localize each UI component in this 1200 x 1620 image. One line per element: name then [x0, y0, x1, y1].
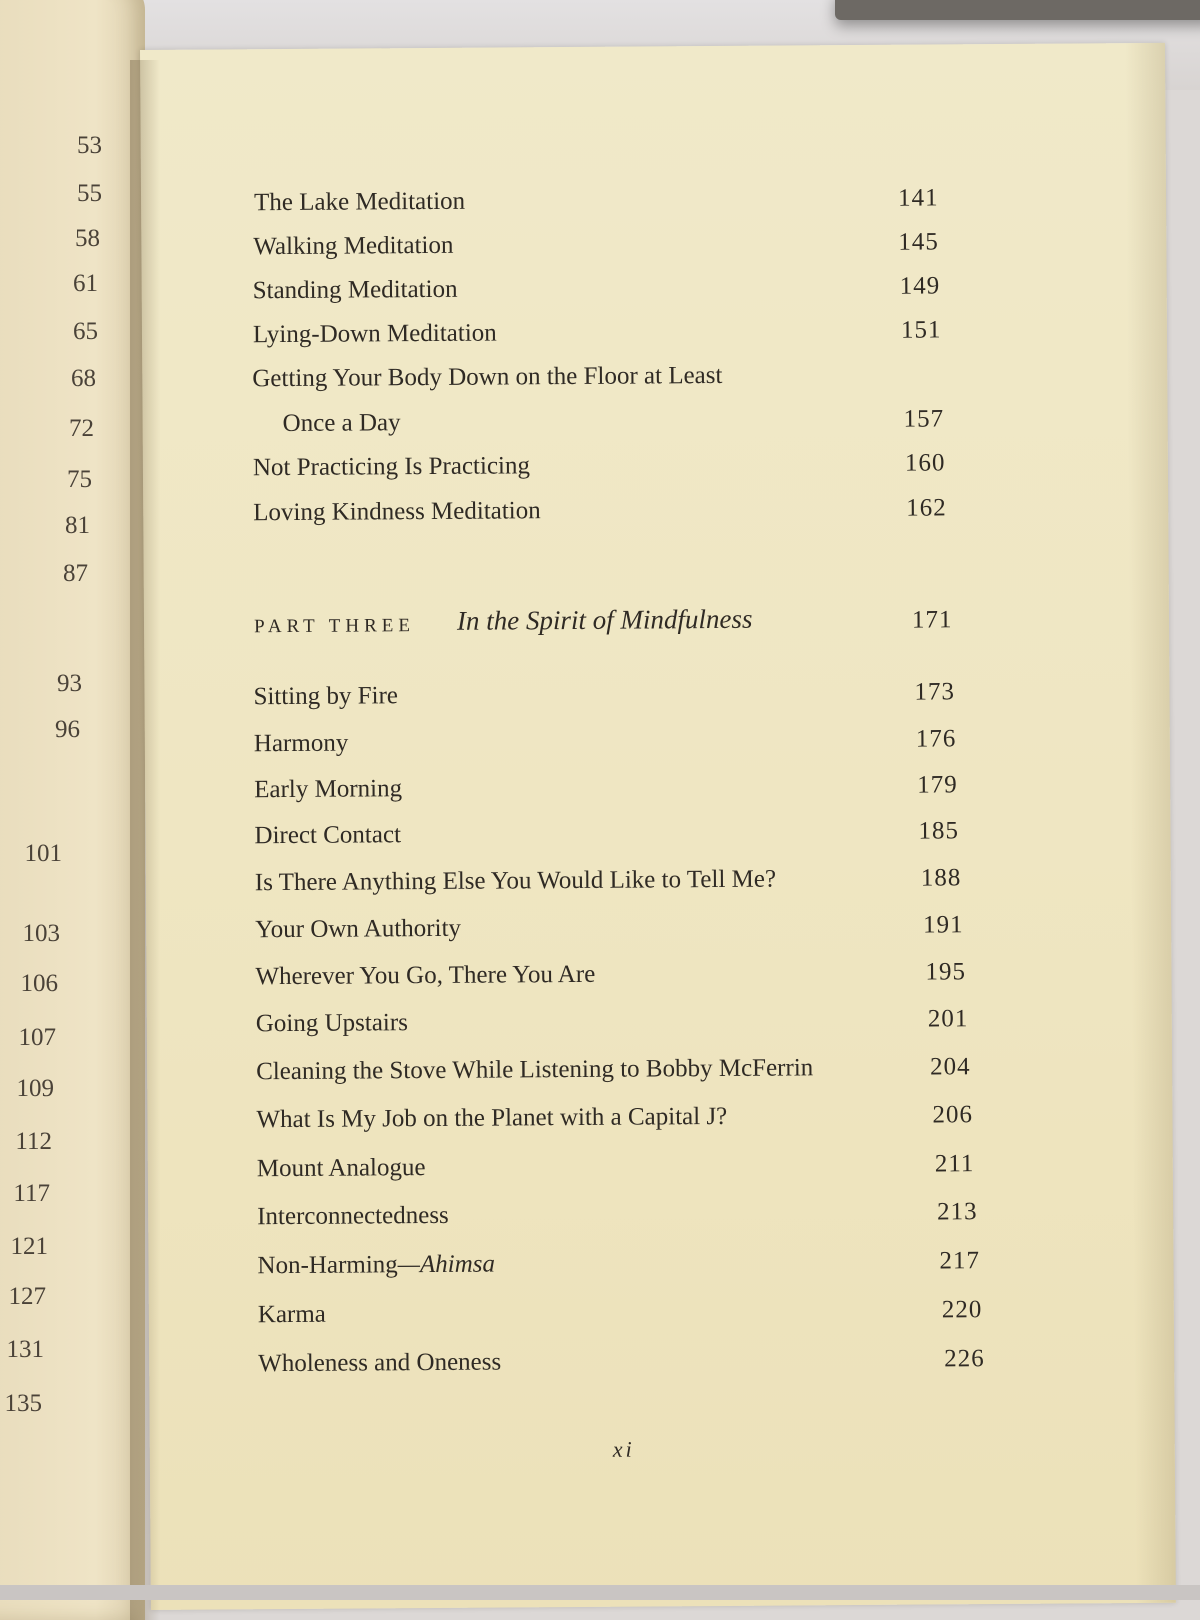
toc-entry-title: Loving Kindness Meditation	[253, 497, 541, 527]
toc-entry-page: 151	[900, 316, 942, 344]
toc-entry-page: 206	[932, 1101, 974, 1129]
left-page-number: 61	[73, 270, 98, 297]
toc-entry-title: Standing Meditation	[252, 275, 458, 305]
toc-entry-title	[257, 1251, 495, 1281]
toc-entry-title-italic: —Ahimsa	[397, 1250, 496, 1279]
left-page-number: 75	[67, 466, 92, 493]
toc-entry-title: Walking Meditation	[253, 231, 454, 261]
part-label: PART THREE	[253, 615, 416, 638]
toc-entry-title: Wholeness and Oneness	[258, 1348, 502, 1378]
left-page-number: 72	[69, 415, 94, 442]
toc-entry-page: 185	[918, 817, 960, 845]
page-folio: xi	[612, 1436, 635, 1462]
toc-entry-page: 217	[939, 1247, 981, 1275]
left-page-number: 58	[75, 225, 100, 252]
toc-entry-title: Interconnectedness	[257, 1201, 449, 1231]
left-page-number: 135	[4, 1390, 42, 1417]
left-page-number: 68	[71, 365, 96, 392]
left-page-number: 65	[73, 318, 98, 345]
left-page-number: 93	[57, 670, 82, 697]
toc-entry-page: 201	[927, 1005, 969, 1033]
toc-entry-page: 213	[937, 1198, 978, 1226]
toc-entry-page: 145	[898, 228, 939, 256]
background-object	[835, 0, 1200, 20]
toc-entry-page: 179	[917, 771, 958, 799]
left-page-number: 112	[15, 1128, 52, 1155]
toc-entry-title: Is There Anything Else You Would Like to Tell Me?	[254, 865, 777, 897]
toc-entry-page: 149	[899, 272, 941, 300]
toc-entry-page: 191	[923, 911, 964, 939]
toc-entry-page: 160	[904, 449, 946, 477]
left-page-number: 53	[77, 132, 102, 159]
toc-entry-page: 204	[930, 1053, 971, 1081]
part-title: In the Spirit of Mindfulness	[456, 603, 753, 636]
left-page-number: 103	[22, 920, 60, 947]
right-page	[140, 43, 1176, 1610]
gutter-shadow	[130, 60, 160, 1620]
toc-entry-page: 176	[915, 725, 957, 753]
left-page-number: 127	[8, 1283, 46, 1310]
toc-entry-title: Not Practicing Is Practicing	[252, 452, 531, 482]
toc-entry-title: Cleaning the Stove While Listening to Bobby McFerrin	[256, 1054, 814, 1086]
toc-entry-title: Mount Analogue	[256, 1154, 426, 1183]
toc-entry-page: 195	[925, 958, 967, 986]
toc-entry-title: What Is My Job on the Planet with a Capital J?	[256, 1102, 728, 1134]
toc-entry-title-main: Non-Harming	[257, 1251, 398, 1280]
toc-entry-title: Lying-Down Meditation	[252, 319, 497, 349]
toc-entry-page: 157	[903, 405, 945, 433]
left-page-number: 87	[63, 560, 88, 587]
toc-entry-title: Direct Contact	[254, 821, 402, 850]
left-page-number: 106	[20, 970, 58, 997]
left-page	[0, 0, 145, 1620]
toc-entry-page: 162	[906, 494, 947, 522]
toc-entry-title: Getting Your Body Down on the Floor at Least	[252, 361, 723, 393]
left-page-number: 121	[10, 1233, 48, 1260]
toc-entry-page: 173	[914, 678, 956, 706]
toc-entry-page: 226	[944, 1345, 985, 1373]
toc-entry-title: Going Upstairs	[255, 1009, 408, 1038]
toc-entry-title: The Lake Meditation	[253, 187, 466, 217]
toc-entry-title: Karma	[257, 1300, 326, 1329]
toc-entry-title: Early Morning	[254, 775, 403, 804]
left-page-number: 109	[16, 1075, 54, 1102]
left-page-number: 131	[6, 1336, 44, 1363]
left-page-number: 81	[65, 512, 90, 539]
left-page-number: 117	[13, 1180, 50, 1207]
toc-entry-page: 141	[897, 184, 939, 212]
part-page: 171	[911, 606, 953, 634]
page-edge-shade	[1125, 43, 1176, 1603]
left-page-number: 101	[24, 840, 62, 867]
toc-entry-title: Once a Day	[282, 409, 401, 438]
toc-entry-page: 220	[941, 1296, 983, 1324]
left-page-number: 55	[77, 180, 102, 207]
left-page-number: 107	[18, 1024, 56, 1051]
toc-entry-title: Wherever You Go, There You Are	[255, 960, 596, 991]
left-page-number: 96	[55, 716, 80, 743]
toc-entry-title: Your Own Authority	[255, 914, 462, 944]
toc-entry-title: Sitting by Fire	[253, 682, 399, 711]
toc-entry-page: 188	[920, 864, 962, 892]
toc-entry-page: 211	[934, 1150, 975, 1178]
table-bottom	[0, 1585, 1200, 1600]
toc-entry-title: Harmony	[253, 729, 349, 758]
